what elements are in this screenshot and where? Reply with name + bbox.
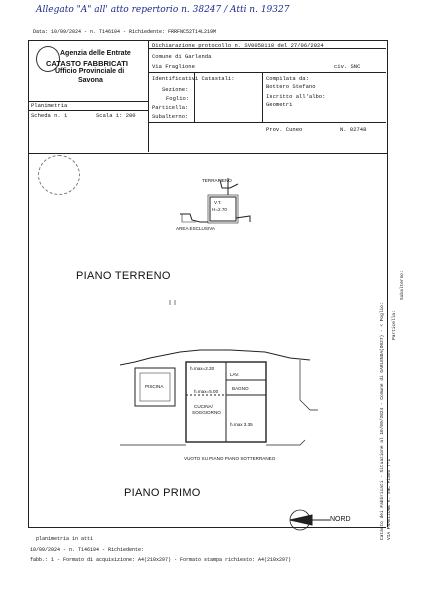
- area-esclusiva-label: AREA ESCLUSIVA: [176, 226, 215, 231]
- compass-north-label: NORD: [330, 516, 351, 523]
- side-particella: Particella:: [392, 310, 397, 340]
- via: Via Fraglione: [152, 63, 195, 70]
- piscina-label: PISCINA: [145, 384, 164, 389]
- iscritto: Iscritto all'albo:: [266, 93, 326, 100]
- side-text-left: Catasto dei Fabbricati - Situazione al 10/09/2024 - Comune di GARLENDA(D927) - < Foglio:: [380, 302, 385, 540]
- foglio: Foglio:: [166, 95, 190, 102]
- identificativi: Identificativi Catastali:: [152, 75, 235, 82]
- vuoto-label: VUOTO SU PIANO PIANO SOTTERRANEO: [184, 456, 276, 461]
- h1-label: h.max=2.30: [190, 366, 215, 371]
- particella: Particella:: [152, 104, 189, 111]
- sezione: Sezione:: [162, 86, 189, 93]
- footer-line-3: fabb.: 1 - Formato di acquisizione: A4(210x297) - Formato stampa richiesto: A4(210x297): [30, 557, 292, 563]
- footer-line-1: planimetria in atti: [36, 536, 94, 542]
- bagno-label: BAGNO: [232, 386, 249, 391]
- top-receipt: Data: 10/09/2024 - n. T146104 - Richiedente: FRRFNC52T14L219M: [33, 29, 217, 35]
- agency-line-3: Ufficio Provinciale di: [55, 68, 125, 75]
- subalterno: Subalterno:: [152, 113, 189, 120]
- h4-label: h.max 3.35: [230, 422, 253, 427]
- side-subalterno: Subalterno:: [400, 270, 405, 300]
- cucina-label: CUCINA/: [194, 404, 213, 409]
- numero-albo: N. 02748: [340, 126, 367, 133]
- lav-label: LAV.: [230, 372, 240, 377]
- compilatore: Bottero Stefano: [266, 83, 316, 90]
- agency-line-4: Savona: [78, 77, 103, 84]
- comune: Comune di Garlenda: [152, 53, 212, 60]
- h2-label: h.max=5.00: [194, 389, 219, 394]
- provincia: Prov. Cuneo: [266, 126, 303, 133]
- planimetria-label: Planimetria: [31, 102, 68, 109]
- terrapieno-label: TERRAPIENO: [202, 178, 232, 183]
- agency-line-1: Agenzia delle Entrate: [60, 50, 131, 57]
- footer-line-2: 10/09/2024 - n. T146104 - Richiedente:: [30, 547, 145, 553]
- civico: civ. SNC: [334, 63, 361, 70]
- handwritten-note: Allegato "A" all' atto repertorio n. 38247 / Atti n. 19327: [36, 5, 290, 15]
- scheda: Scheda n. 1: [31, 112, 68, 119]
- side-text-right: VIA FRAGLIONE n. SNC Piano T-1: [387, 458, 392, 540]
- albo: Geometri: [266, 101, 293, 108]
- floor-title-primo: PIANO PRIMO: [124, 487, 201, 499]
- compilata: Compilata da:: [266, 75, 309, 82]
- soggiorno-label: SOGGIORNO: [192, 410, 221, 415]
- vt-label: V.T.: [214, 200, 222, 205]
- agency-line-2: CATASTO FABBRICATI: [46, 59, 128, 68]
- floor-title-terreno: PIANO TERRENO: [76, 270, 171, 282]
- scala: Scala 1: 200: [96, 112, 136, 119]
- dichiarazione: Dichiarazione protocollo n. SV0058110 del 27/06/2024: [152, 42, 324, 49]
- vt-height-label: H=2.70: [212, 207, 227, 212]
- footer-rule: [28, 527, 386, 528]
